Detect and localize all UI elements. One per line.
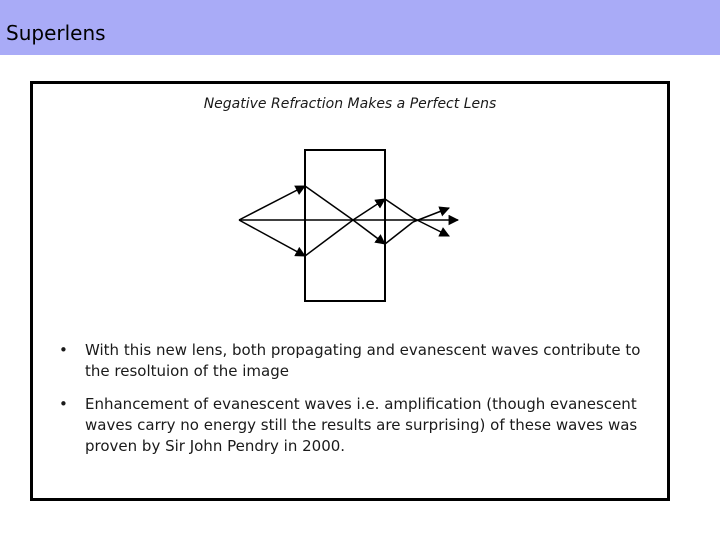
bullet-marker: • [59, 395, 68, 413]
bullet-marker: • [59, 341, 68, 359]
content-frame [30, 81, 670, 501]
bullet-item [53, 340, 653, 382]
figure-caption: Negative Refraction Makes a Perfect Lens [203, 96, 497, 112]
title-bar [0, 0, 720, 55]
upper-ray [239, 186, 449, 236]
lower-ray [239, 208, 449, 256]
bullet-list [53, 340, 653, 469]
bullet-item [53, 394, 653, 457]
bullet-text: With this new lens, both propagating and evanescent waves contribute to the resoltuion of the image [85, 341, 641, 380]
bullet-text: Enhancement of evanescent waves i.e. amplification (though evanescent waves carry no energy still the results are surprising) of these waves was proven by Sir John Pendry in 2000. [85, 395, 638, 455]
slide-title: Superlens [6, 21, 106, 45]
